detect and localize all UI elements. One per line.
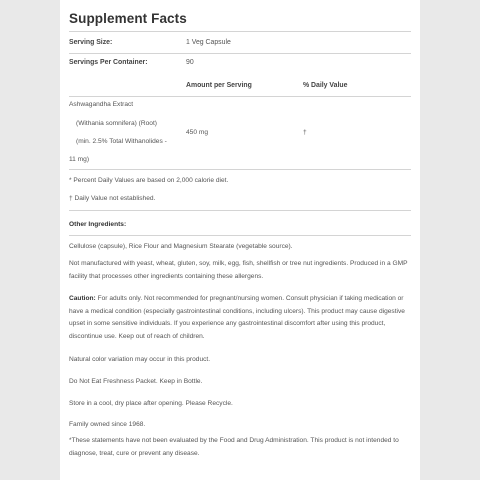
servings-per-container-label: Servings Per Container: [69, 59, 148, 66]
other-ingredients-heading: Other Ingredients: [69, 221, 127, 228]
ingredient-name: Ashwagandha Extract [69, 101, 134, 108]
servings-per-container-value: 90 [186, 59, 194, 66]
ingredient-standardization: (min. 2.5% Total Withanolides - [76, 138, 167, 145]
ingredient-botanical: (Withania somnifera) (Root) [76, 120, 157, 127]
serving-size-label: Serving Size: [69, 39, 113, 46]
caution-statement [69, 293, 411, 343]
divider [69, 169, 411, 170]
caution-label: Caution: [69, 295, 96, 302]
divider [69, 96, 411, 97]
note-family-owned: Family owned since 1968. [69, 421, 146, 428]
divider [69, 31, 411, 32]
panel-title: Supplement Facts [69, 11, 187, 26]
note-freshness-packet: Do Not Eat Freshness Packet. Keep in Bottle. [69, 378, 203, 385]
serving-size-value: 1 Veg Capsule [186, 39, 231, 46]
supplement-facts-panel [60, 0, 420, 480]
note-color-variation: Natural color variation may occur in this product. [69, 356, 211, 363]
amount-per-serving-header: Amount per Serving [186, 82, 252, 89]
other-ingredients-list: Cellulose (capsule), Rice Flour and Magnesium Stearate (vegetable source). [69, 243, 293, 250]
divider [69, 53, 411, 54]
ingredient-amount: 450 mg [186, 129, 208, 136]
allergen-statement: Not manufactured with yeast, wheat, gluten, soy, milk, egg, fish, shellfish or tree nut ingredients. Produced in a GMP facility that processes other ingredients containing these allergens. [69, 260, 408, 280]
note-storage: Store in a cool, dry place after opening. Please Recycle. [69, 400, 233, 407]
divider [69, 235, 411, 236]
ingredient-standardization-cont: 11 mg) [69, 156, 90, 163]
fda-disclaimer: *These statements have not been evaluated by the Food and Drug Administration. This product is not intended to diagnose, treat, cure or prevent any disease. [69, 437, 399, 457]
footnote-dagger: † Daily Value not established. [69, 195, 156, 202]
ingredient-daily-value: † [303, 129, 307, 136]
footnote-daily-values: * Percent Daily Values are based on 2,000 calorie diet. [69, 177, 229, 184]
caution-text: For adults only. Not recommended for pregnant/nursing women. Consult physician if taking medication or have a medical condition (especially gastrointestinal conditions, including ulcers). This product may cause digestive upset in some sensitive individuals. If you experience any gastrointestinal discomfort after using this product, discontinue use. Keep out of reach of children. [69, 295, 405, 340]
daily-value-header: % Daily Value [303, 82, 348, 89]
divider [69, 210, 411, 211]
